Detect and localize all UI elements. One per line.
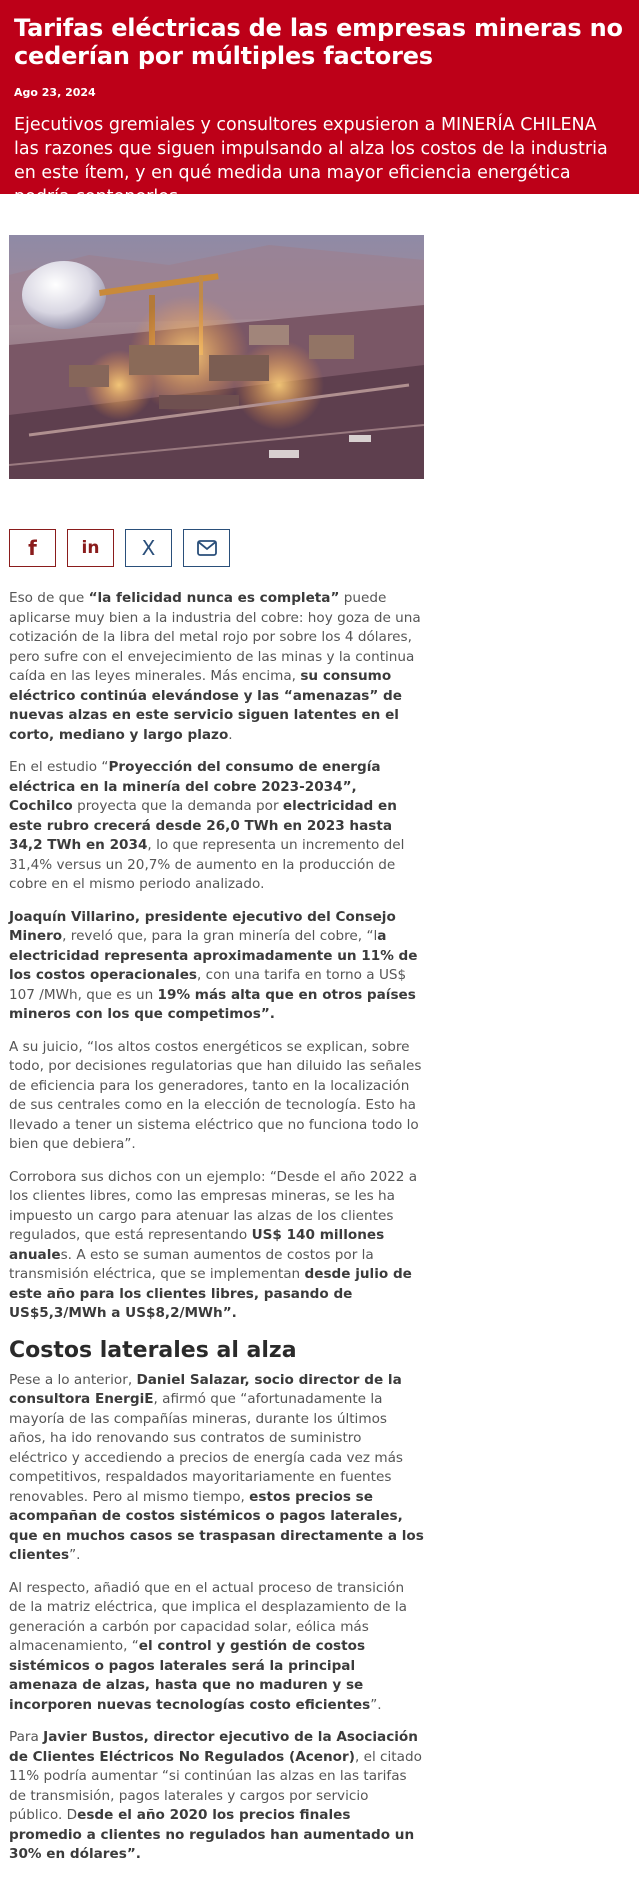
share-email-button[interactable]: [183, 529, 230, 567]
mine-aerial-photo-icon: [9, 235, 424, 479]
article-photo: [9, 235, 424, 479]
paragraph: Al respecto, añadió que en el actual proceso de transición de la matriz eléctrica, que implica el desplazamiento de la generación a carbón por capacidad solar, eólica más almacenamiento, “el control y gestión de costos sistémicos o pagos laterales será la principal amenaza de alzas, hasta que no maduren y se incorporen nuevas tecnologías costo eficientes”.: [9, 1579, 407, 1713]
share-x-button[interactable]: [125, 529, 172, 567]
email-icon: [197, 540, 217, 556]
facebook-icon: f: [28, 536, 37, 560]
article-title: Tarifas eléctricas de las empresas mineras no cederían por múltiples factores: [14, 14, 623, 70]
share-linkedin-button[interactable]: [67, 529, 114, 567]
section-heading: Costos laterales al alza: [9, 1337, 297, 1363]
share-facebook-button[interactable]: [9, 529, 56, 567]
share-buttons: [9, 529, 230, 567]
paragraph: Eso de que “la felicidad nunca es completa” puede aplicarse muy bien a la industria del cobre: hoy goza de una cotización de la libra del metal rojo por sobre los 4 dólares, pero sufre con el envejecimiento de las minas y la continua caída en las leyes minerales. Más encima, su consumo eléctrico continúa elevándose y las “amenazas” de nuevas alzas en este servicio siguen latentes en el corto, mediano y largo plazo.: [9, 590, 421, 743]
paragraph: A su juicio, “los altos costos energéticos se explican, sobre todo, por decisiones regulatorias que han diluido las señales de eficiencia para los generadores, tanto en la localización de sus centrales como en la elección de tecnología. Esto ha llevado a tener un sistema eléctrico que no funciona todo lo bien que debiera”.: [9, 1038, 422, 1152]
paragraph: Para Javier Bustos, director ejecutivo de la Asociación de Clientes Eléctricos No Regulados (Acenor), el citado 11% podría aumentar “si continúan las alzas en las tarifas de transmisión, pagos laterales y cargos por servicio público. Desde el año 2020 los precios finales promedio a clientes no regulados han aumentado un 30% en dólares”.: [9, 1729, 422, 1862]
paragraph: Pese a lo anterior, Daniel Salazar, socio director de la consultora EnergiE, afirmó que “afortunadamente la mayoría de las compañías mineras, durante los últimos años, ha ido renovando sus contratos de suministro eléctrico y accediendo a precios de energía cada vez más competitivos, respaldados mayoritariamente en fuentes renovables. Pero al mismo tiempo, estos precios se acompañan de costos sistémicos o pagos laterales, que en muchos casos se traspasan directamente a los clientes”.: [9, 1371, 424, 1563]
x-icon: X: [141, 536, 156, 560]
paragraph: Joaquín Villarino, presidente ejecutivo del Consejo Minero, reveló que, para la gran minería del cobre, “la electricidad representa aproximadamente un 11% de los costos operacionales, con una tarifa en torno a US$ 107 /MWh, que es un 19% más alta que en otros países mineros con los que competimos”.: [9, 908, 418, 1022]
linkedin-icon: in: [81, 538, 100, 558]
article-date: Ago 23, 2024: [14, 86, 96, 99]
paragraph: Corrobora sus dichos con un ejemplo: “Desde el año 2022 a los clientes libres, como las empresas mineras, se les ha impuesto un cargo para atenuar las alzas de los clientes regulados, que está representando US$ 140 millones anuales. A esto se suman aumentos de costos por la transmisión eléctrica, que se implementan desde julio de este año para los clientes libres, pasando de US$5,3/MWh a US$8,2/MWh”.: [9, 1168, 418, 1321]
article-lead: Ejecutivos gremiales y consultores expusieron a MINERÍA CHILENA las razones que siguen impulsando al alza los costos de la industria en este ítem, y en qué medida una mayor eficiencia energética podría contenerlos.: [14, 115, 608, 207]
article-body: [9, 589, 424, 1878]
article-header: [0, 0, 639, 207]
paragraph: En el estudio “Proyección del consumo de energía eléctrica en la minería del cobre 2023-2034”, Cochilco proyecta que la demanda por electricidad en este rubro crecerá desde 26,0 TWh en 2023 hasta 34,2 TWh en 2034, lo que representa un incremento del 31,4% versus un 20,7% de aumento en la producción de cobre en el mismo periodo analizado.: [9, 759, 405, 892]
